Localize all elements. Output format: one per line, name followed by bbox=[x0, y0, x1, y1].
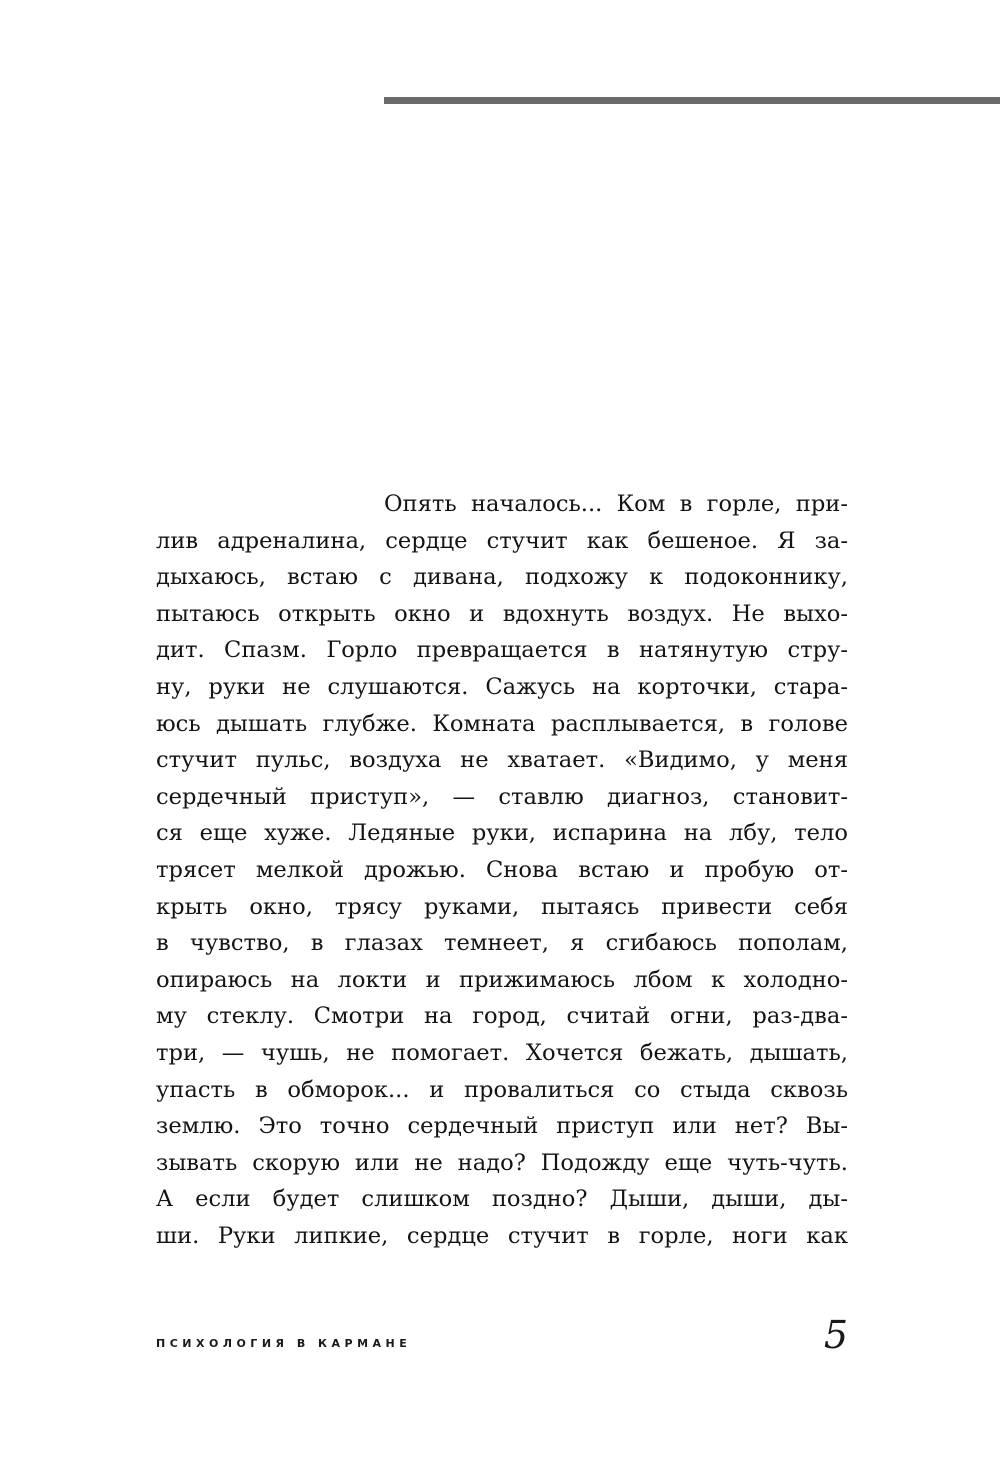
text-line: Опять началось... Ком в горле, при- bbox=[384, 491, 848, 517]
text-line: в чувство, в глазах темнеет, я сгибаюсь пополам, bbox=[156, 930, 848, 957]
text-line: зывать скорую или не надо? Подожду еще чуть-чуть. bbox=[156, 1149, 848, 1176]
body-text bbox=[156, 486, 848, 1254]
text-line: ши. Руки липкие, сердце стучит в горле, ноги как bbox=[156, 1222, 848, 1249]
text-line: крыть окно, трясу руками, пытаясь привести себя bbox=[156, 893, 848, 920]
text-line: упасть в обморок... и провалиться со стыда сквозь bbox=[156, 1076, 848, 1103]
text-line: сердечный приступ», — ставлю диагноз, становит- bbox=[156, 783, 848, 810]
text-line: ну, руки не слушаются. Сажусь на корточки, стара- bbox=[156, 673, 848, 700]
text-line: пытаюсь открыть окно и вдохнуть воздух. Не выхо- bbox=[156, 600, 848, 627]
text-line: землю. Это точно сердечный приступ или нет? Вы- bbox=[156, 1113, 848, 1140]
top-rule bbox=[384, 97, 1000, 104]
text-line: му стеклу. Смотри на город, считай огни, раз-два- bbox=[156, 1003, 848, 1030]
text-line: дыхаюсь, встаю с дивана, подхожу к подоконнику, bbox=[156, 564, 848, 591]
text-line: ся еще хуже. Ледяные руки, испарина на лбу, тело bbox=[156, 820, 848, 847]
running-head: ПСИХОЛОГИЯ В КАРМАНЕ bbox=[156, 1337, 412, 1350]
text-line: дит. Спазм. Горло превращается в натянутую стру- bbox=[156, 637, 848, 664]
text-line: три, — чушь, не помогает. Хочется бежать, дышать, bbox=[156, 1039, 848, 1066]
text-line: А если будет слишком поздно? Дыши, дыши, ды- bbox=[156, 1186, 848, 1213]
text-line: стучит пульс, воздуха не хватает. «Видимо, у меня bbox=[156, 747, 848, 774]
text-line: юсь дышать глубже. Комната расплывается, в голове bbox=[156, 710, 848, 737]
page-number: 5 bbox=[823, 1313, 848, 1357]
text-line: лив адреналина, сердце стучит как бешеное. Я за- bbox=[156, 527, 848, 554]
text-line: трясет мелкой дрожью. Снова встаю и пробую от- bbox=[156, 856, 848, 883]
text-line: опираюсь на локти и прижимаюсь лбом к холодно- bbox=[156, 966, 848, 993]
